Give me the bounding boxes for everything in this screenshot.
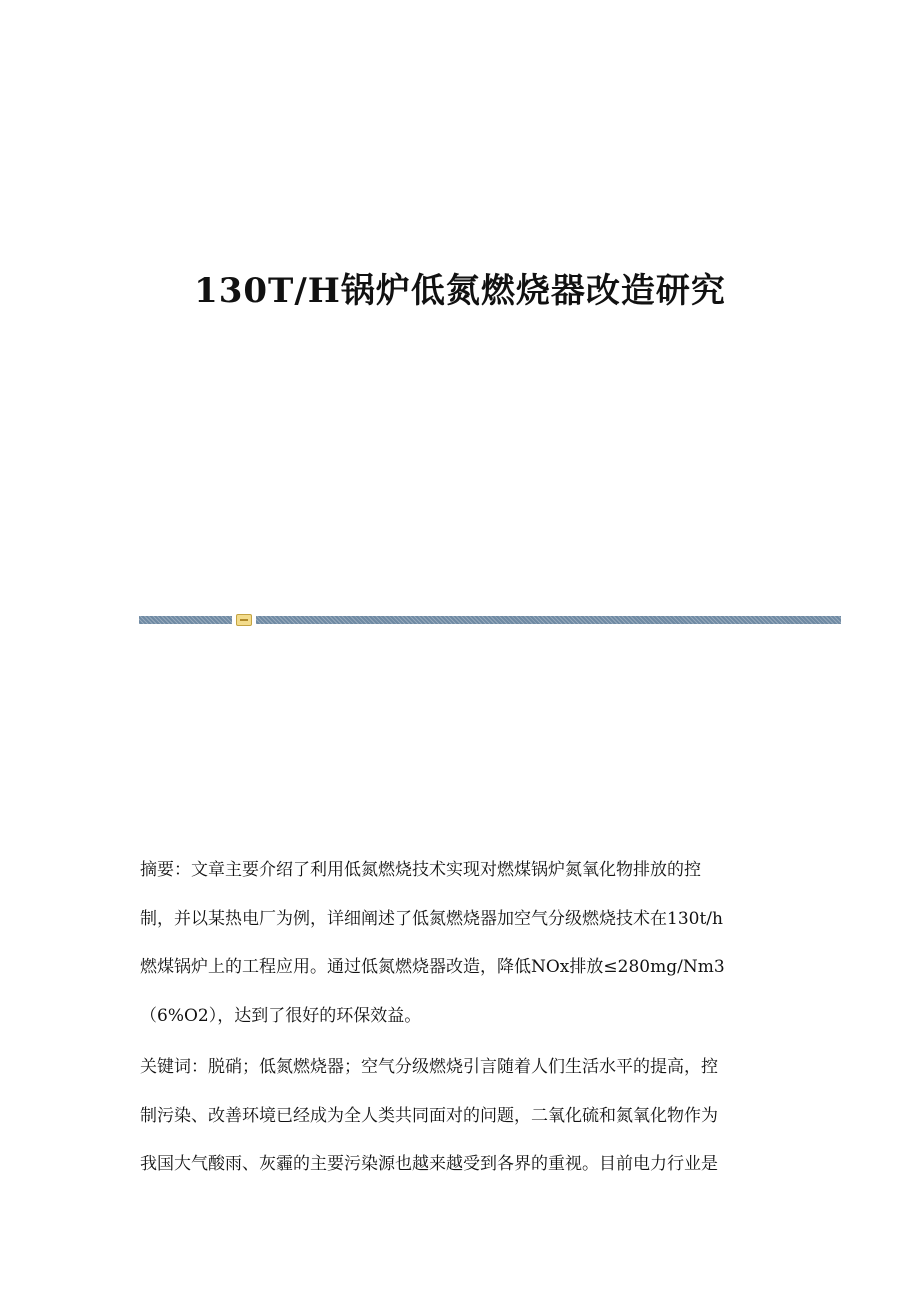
abstract-paragraph	[140, 846, 780, 1040]
abstract-line: 燃煤锅炉上的工程应用。通过低氮燃烧器改造，降低NOx排放≤280mg/Nm3	[140, 957, 725, 977]
section-divider	[139, 615, 841, 625]
divider-ornament-icon	[236, 614, 252, 626]
abstract-line: （6%O2），达到了很好的环保效益。	[140, 1005, 422, 1026]
keywords-line: 制污染、改善环境已经成为全人类共同面对的问题，二氧化硫和氮氧化物作为	[140, 1105, 718, 1126]
abstract-line: 制，并以某热电厂为例，详细阐述了低氮燃烧器加空气分级燃烧技术在130t/h	[140, 908, 723, 929]
divider-bar-left	[139, 616, 232, 624]
document-title: 130T/H锅炉低氮燃烧器改造研究	[194, 271, 726, 311]
abstract-line: 摘要：文章主要介绍了利用低氮燃烧技术实现对燃煤锅炉氮氧化物排放的控	[140, 860, 701, 880]
keywords-line: 我国大气酸雨、灰霾的主要污染源也越来越受到各界的重视。目前电力行业是	[140, 1154, 718, 1174]
keywords-paragraph	[140, 1043, 780, 1189]
divider-bar-right	[256, 616, 841, 624]
keywords-line: 关键词：脱硝；低氮燃烧器；空气分级燃烧引言随着人们生活水平的提高，控	[140, 1057, 718, 1077]
